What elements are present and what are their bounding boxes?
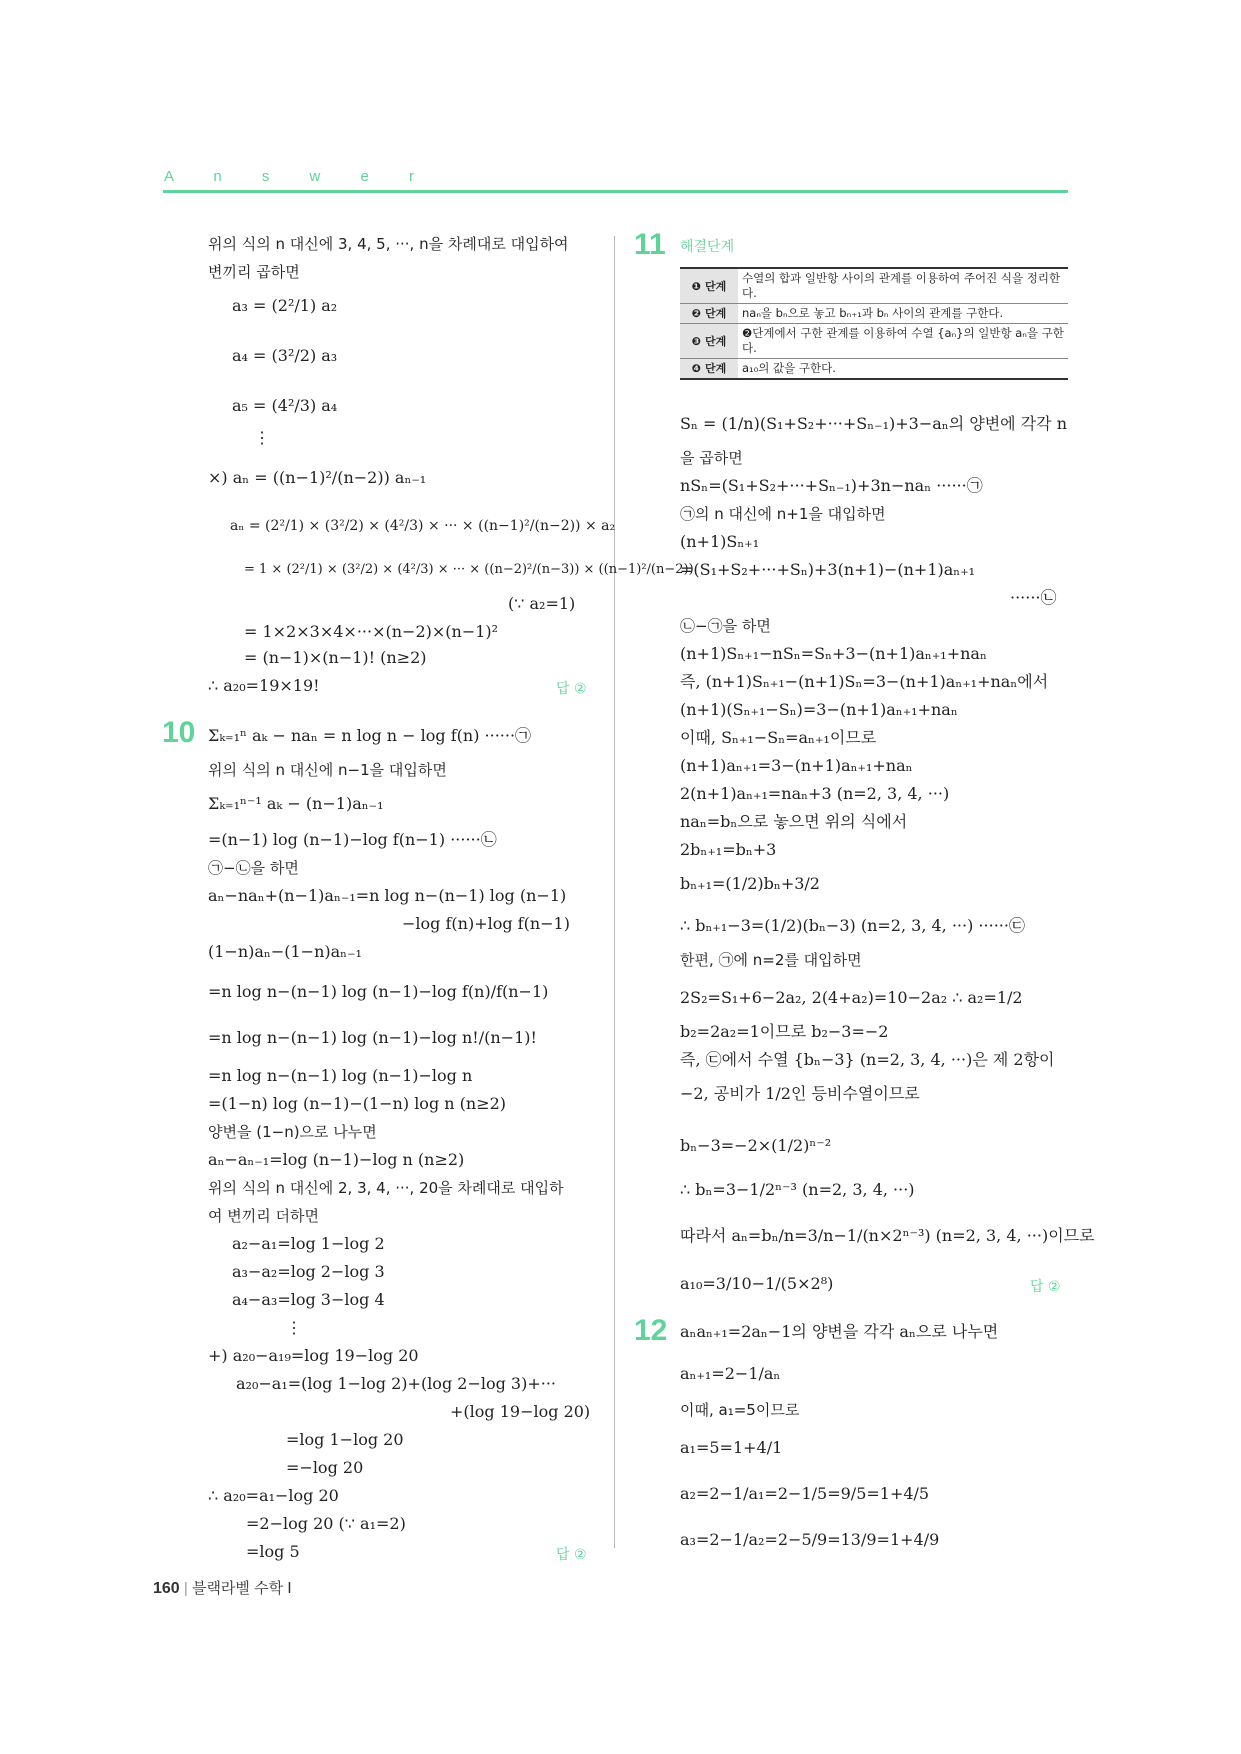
step-text: a₁₀의 값을 구한다. xyxy=(738,359,1068,380)
section-label: A n s w e r xyxy=(164,168,433,185)
equation: =log 1−log 20 xyxy=(286,1430,404,1449)
equation: 2S₂=S₁+6−2a₂, 2(4+a₂)=10−2a₂ ∴ a₂=1/2 xyxy=(680,988,1023,1007)
text-line: 이때, a₁=5이므로 xyxy=(680,1401,800,1419)
solution-steps-table xyxy=(680,267,1068,380)
equation: +) a₂₀−a₁₉=log 19−log 20 xyxy=(208,1346,419,1365)
column-divider xyxy=(614,236,615,1548)
equation: aₙ−naₙ+(n−1)aₙ₋₁=n log n−(n−1) log (n−1) xyxy=(208,886,567,905)
step-label: ❷ 단계 xyxy=(680,304,738,324)
text-line: ㉠−㉡을 하면 xyxy=(208,859,299,877)
stage-title: 해결단계 xyxy=(680,239,735,255)
question-number: 12 xyxy=(634,1314,668,1347)
answer-mark: 답 ② xyxy=(1030,1279,1061,1295)
equation: a₁₀=3/10−1/(5×2⁸) xyxy=(680,1274,834,1293)
step-row xyxy=(680,304,1068,324)
equation: =(n−1) log (n−1)−log f(n−1) ······㉡ xyxy=(208,830,497,849)
book-title: 블랙라벨 수학 Ⅰ xyxy=(191,1580,292,1597)
equation: nSₙ=(S₁+S₂+···+Sₙ₋₁)+3n−naₙ ······㉠ xyxy=(680,476,983,495)
equation: 즉, ㉢에서 수열 {bₙ−3} (n=2, 3, 4, ···)은 제 2항이 xyxy=(680,1050,1055,1069)
equation: 따라서 aₙ=bₙ/n=3/n−1/(n×2ⁿ⁻³) (n=2, 3, 4, ···)이므로 xyxy=(680,1226,1095,1245)
text-line: ㉠의 n 대신에 n+1을 대입하면 xyxy=(680,505,886,523)
step-text: 수열의 합과 일반항 사이의 관계를 이용하여 주어진 식을 정리한다. xyxy=(738,268,1068,304)
equation: ×) aₙ = ((n−1)²/(n−2)) aₙ₋₁ xyxy=(208,468,427,487)
equation: a₃ = (2²/1) a₂ xyxy=(232,296,338,315)
equation: = (n−1)×(n−1)! (n≥2) xyxy=(244,648,427,667)
equation: (n+1)Sₙ₊₁−nSₙ=Sₙ+3−(n+1)aₙ₊₁+naₙ xyxy=(680,644,987,663)
equation: aₙaₙ₊₁=2aₙ−1의 양변을 각각 aₙ으로 나누면 xyxy=(680,1322,999,1341)
equation: =log 5 xyxy=(246,1542,300,1561)
answer-mark: 답 ② xyxy=(556,681,587,697)
equation: aₙ = (2²/1) × (3²/2) × (4²/3) × ··· × ((n−1)²/(n−2)) × a₂ xyxy=(230,518,616,534)
text-line: 여 변끼리 더하면 xyxy=(208,1207,319,1225)
step-label: ❶ 단계 xyxy=(680,268,738,304)
text-line: 한편, ㉠에 n=2를 대입하면 xyxy=(680,951,862,969)
text-line: 위의 식의 n 대신에 n−1을 대입하면 xyxy=(208,761,447,779)
text-line: 을 곱하면 xyxy=(680,449,743,467)
step-row xyxy=(680,359,1068,380)
equation: =n log n−(n−1) log (n−1)−log n!/(n−1)! xyxy=(208,1028,537,1047)
equation: a₅ = (4²/3) a₄ xyxy=(232,396,338,415)
step-label: ❸ 단계 xyxy=(680,324,738,359)
equation: aₙ−aₙ₋₁=log (n−1)−log n (n≥2) xyxy=(208,1150,465,1169)
equation: bₙ₊₁=(1/2)bₙ+3/2 xyxy=(680,874,820,893)
equation: 2(n+1)aₙ₊₁=naₙ+3 (n=2, 3, 4, ···) xyxy=(680,784,950,803)
equation: 즉, (n+1)Sₙ₊₁−(n+1)Sₙ=3−(n+1)aₙ₊₁+naₙ에서 xyxy=(680,672,1049,691)
equation: = 1×2×3×4×···×(n−2)×(n−1)² xyxy=(244,622,499,641)
equation: b₂=2a₂=1이므로 b₂−3=−2 xyxy=(680,1022,889,1041)
text-line: 위의 식의 n 대신에 3, 4, 5, ···, n을 차례대로 대입하여 xyxy=(208,235,569,253)
answer-mark: 답 ② xyxy=(556,1547,587,1563)
equation: −2, 공비가 1/2인 등비수열이므로 xyxy=(680,1084,920,1103)
equation: (n+1)(Sₙ₊₁−Sₙ)=3−(n+1)aₙ₊₁+naₙ xyxy=(680,700,958,719)
step-row xyxy=(680,268,1068,304)
equation: =−log 20 xyxy=(286,1458,364,1477)
step-text: naₙ을 bₙ으로 놓고 bₙ₊₁과 bₙ 사이의 관계를 구한다. xyxy=(738,304,1068,324)
question-number: 10 xyxy=(162,716,196,749)
equation: Σₖ₌₁ⁿ⁻¹ aₖ − (n−1)aₙ₋₁ xyxy=(208,794,384,813)
equation: −log f(n)+log f(n−1) xyxy=(402,914,570,933)
equation: Sₙ = (1/n)(S₁+S₂+···+Sₙ₋₁)+3−aₙ의 양변에 각각 n xyxy=(680,414,1068,433)
text-line: 변끼리 곱하면 xyxy=(208,263,300,281)
page-number: 160 xyxy=(153,1580,180,1597)
equation: naₙ=bₙ으로 놓으면 위의 식에서 xyxy=(680,812,908,831)
page-footer: 160 | 블랙라벨 수학 Ⅰ xyxy=(153,1580,292,1597)
equation: ∴ a₂₀=a₁−log 20 xyxy=(208,1486,339,1505)
text-line: ㉡−㉠을 하면 xyxy=(680,617,771,635)
equation: =n log n−(n−1) log (n−1)−log n xyxy=(208,1066,473,1085)
equation-note: (∵ a₂=1) xyxy=(508,594,576,613)
step-text: ❷단계에서 구한 관계를 이용하여 수열 {aₙ}의 일반항 aₙ을 구한다. xyxy=(738,324,1068,359)
equation: (n+1)Sₙ₊₁ xyxy=(680,532,760,551)
equation: =(1−n) log (n−1)−(1−n) log n (n≥2) xyxy=(208,1094,507,1113)
equation: a₄ = (3²/2) a₃ xyxy=(232,346,338,365)
vertical-ellipsis: ⋮ xyxy=(286,1318,302,1337)
vertical-ellipsis: ⋮ xyxy=(254,428,270,447)
equation: =2−log 20 (∵ a₁=2) xyxy=(246,1514,406,1533)
equation: 2bₙ₊₁=bₙ+3 xyxy=(680,840,777,859)
step-row xyxy=(680,324,1068,359)
equation: a₂=2−1/a₁=2−1/5=9/5=1+4/5 xyxy=(680,1484,930,1503)
equation: bₙ−3=−2×(1/2)ⁿ⁻² xyxy=(680,1136,832,1155)
text-line: 위의 식의 n 대신에 2, 3, 4, ···, 20을 차례대로 대입하 xyxy=(208,1179,564,1197)
equation: =n log n−(n−1) log (n−1)−log f(n)/f(n−1) xyxy=(208,982,549,1001)
question-number: 11 xyxy=(634,228,666,261)
equation: a₁=5=1+4/1 xyxy=(680,1438,783,1457)
equation: ∴ bₙ=3−1/2ⁿ⁻³ (n=2, 3, 4, ···) xyxy=(680,1180,915,1199)
equation: ∴ bₙ₊₁−3=(1/2)(bₙ−3) (n=2, 3, 4, ···) ······㉢ xyxy=(680,916,1025,935)
text-line: 양변을 (1−n)으로 나누면 xyxy=(208,1123,377,1141)
equation: aₙ₊₁=2−1/aₙ xyxy=(680,1364,781,1383)
equation: 이때, Sₙ₊₁−Sₙ=aₙ₊₁이므로 xyxy=(680,728,877,747)
equation: a₄−a₃=log 3−log 4 xyxy=(232,1290,385,1309)
equation: a₂−a₁=log 1−log 2 xyxy=(232,1234,385,1253)
equation: a₂₀−a₁=(log 1−log 2)+(log 2−log 3)+··· xyxy=(236,1374,557,1393)
equation: (1−n)aₙ−(1−n)aₙ₋₁ xyxy=(208,942,362,961)
equation: a₃=2−1/a₂=2−5/9=13/9=1+4/9 xyxy=(680,1530,940,1549)
equation: ∴ a₂₀=19×19! xyxy=(208,676,320,695)
equation: =(S₁+S₂+···+Sₙ)+3(n+1)−(n+1)aₙ₊₁ xyxy=(680,560,976,579)
equation: Σₖ₌₁ⁿ aₖ − naₙ = n log n − log f(n) ······㉠ xyxy=(208,726,532,745)
step-label: ❹ 단계 xyxy=(680,359,738,380)
equation: (n+1)aₙ₊₁=3−(n+1)aₙ₊₁+naₙ xyxy=(680,756,913,775)
equation: +(log 19−log 20) xyxy=(450,1402,591,1421)
equation: = 1 × (2²/1) × (3²/2) × (4²/3) × ··· × ((n−2)²/(n−3)) × ((n−1)²/(n−2)) xyxy=(244,562,694,577)
header-rule xyxy=(163,190,1068,193)
equation-tag: ······㉡ xyxy=(1010,588,1057,607)
equation: a₃−a₂=log 2−log 3 xyxy=(232,1262,385,1281)
